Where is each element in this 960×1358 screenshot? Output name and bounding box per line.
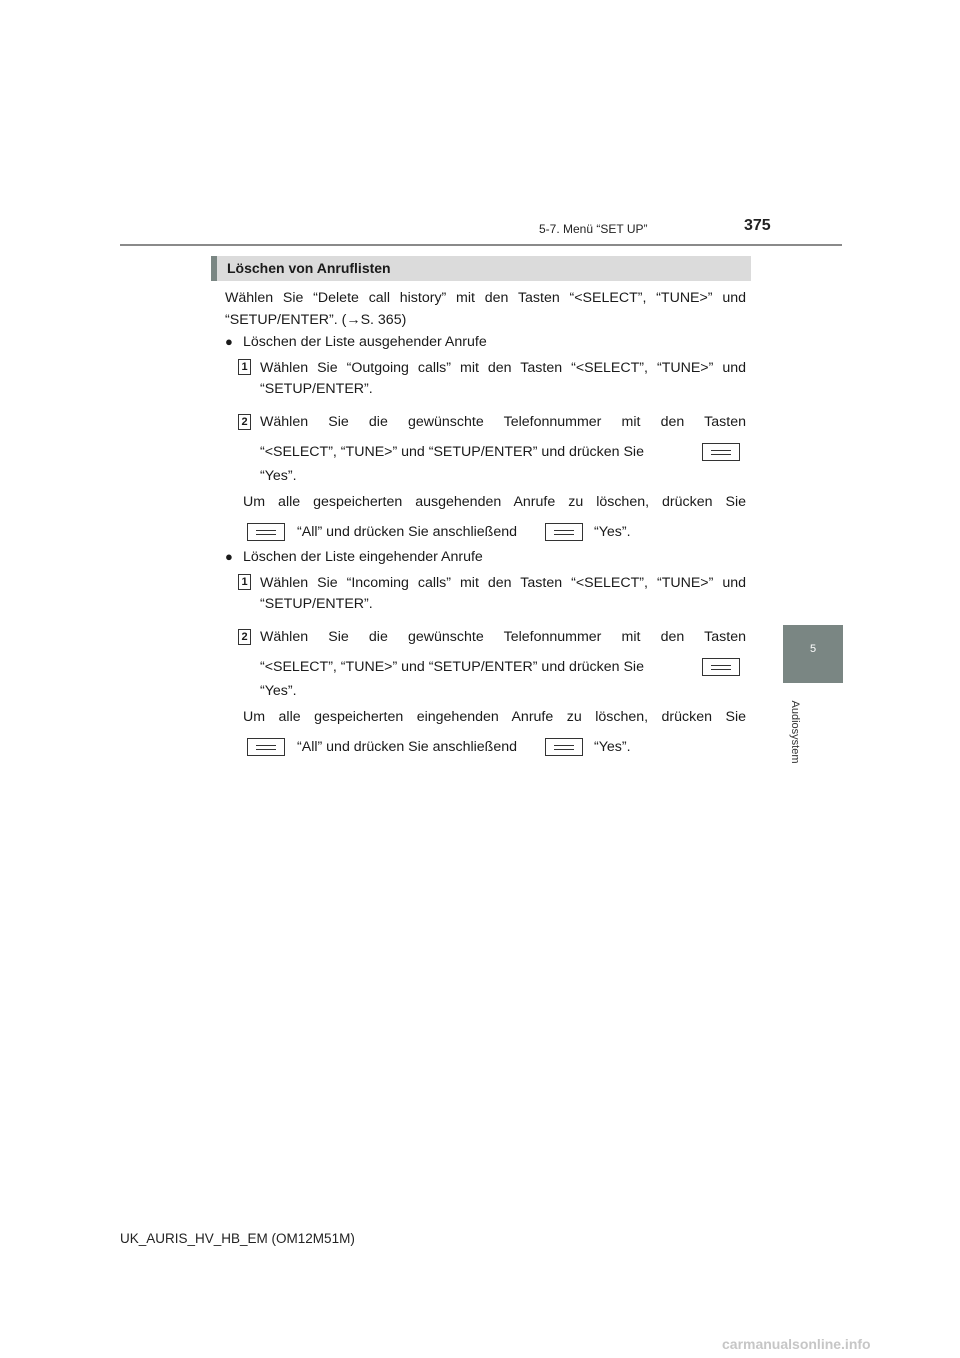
section-title: Löschen von Anruflisten [227,260,391,276]
bullet-icon: ● [225,549,233,564]
intro-line-2: “SETUP/ENTER”. (→S. 365) [225,312,407,328]
outgoing-step1-line-1: Wählen Sie “Outgoing calls” mit den Tasten “<SELECT”, “TUNE>” und [260,360,746,376]
bullet-icon: ● [225,334,233,349]
footer-model-code: UK_AURIS_HV_HB_EM (OM12M51M) [120,1231,355,1246]
step-number: 1 [238,574,251,590]
step-number: 2 [238,629,251,645]
incoming-step2-line-2: “<SELECT”, “TUNE>” und “SETUP/ENTER” und drücken Sie [260,659,644,675]
outgoing-all-line-2a: “All” und drücken Sie anschließend [297,524,518,540]
key-button-icon [702,443,740,461]
incoming-step1-line-1: Wählen Sie “Incoming calls” mit den Tasten “<SELECT”, “TUNE>” und [260,575,746,591]
chapter-label: Audiosystem [789,700,801,764]
outgoing-step2-line-3: “Yes”. [260,468,297,484]
outgoing-step2-line-2: “<SELECT”, “TUNE>” und “SETUP/ENTER” und drücken Sie [260,444,644,460]
chapter-label-box [778,692,812,772]
incoming-step2-line-1: Wählen Sie die gewünschte Telefonnummer mit den Tasten [260,629,746,645]
key-button-icon [545,523,583,541]
section-heading [211,256,751,281]
incoming-step2-line-3: “Yes”. [260,683,297,699]
incoming-all-line-1: Um alle gespeicherten eingehenden Anrufe zu löschen, drücken Sie [243,709,746,725]
outgoing-step2-line-1: Wählen Sie die gewünschte Telefonnummer mit den Tasten [260,414,746,430]
key-button-icon [702,658,740,676]
key-button-icon [247,738,285,756]
key-button-icon [247,523,285,541]
incoming-title: Löschen der Liste eingehender Anrufe [243,549,483,565]
chapter-number: 5 [809,643,817,655]
incoming-all-line-2b: “Yes”. [594,739,631,755]
outgoing-title: Löschen der Liste ausgehender Anrufe [243,334,487,350]
chapter-tab [783,625,843,683]
header-section-title: 5-7. Menü “SET UP” [539,222,648,236]
outgoing-all-line-2b: “Yes”. [594,524,631,540]
watermark: carmanualsonline.info [722,1336,871,1352]
intro-line-1: Wählen Sie “Delete call history” mit den Tasten “<SELECT”, “TUNE>” und [225,290,746,306]
outgoing-step1-line-2: “SETUP/ENTER”. [260,381,373,397]
step-number: 2 [238,414,251,430]
header-divider [120,244,842,246]
incoming-step1-line-2: “SETUP/ENTER”. [260,596,373,612]
page-number: 375 [744,217,771,234]
key-button-icon [545,738,583,756]
step-number: 1 [238,359,251,375]
outgoing-all-line-1: Um alle gespeicherten ausgehenden Anrufe zu löschen, drücken Sie [243,494,746,510]
incoming-all-line-2a: “All” und drücken Sie anschließend [297,739,518,755]
